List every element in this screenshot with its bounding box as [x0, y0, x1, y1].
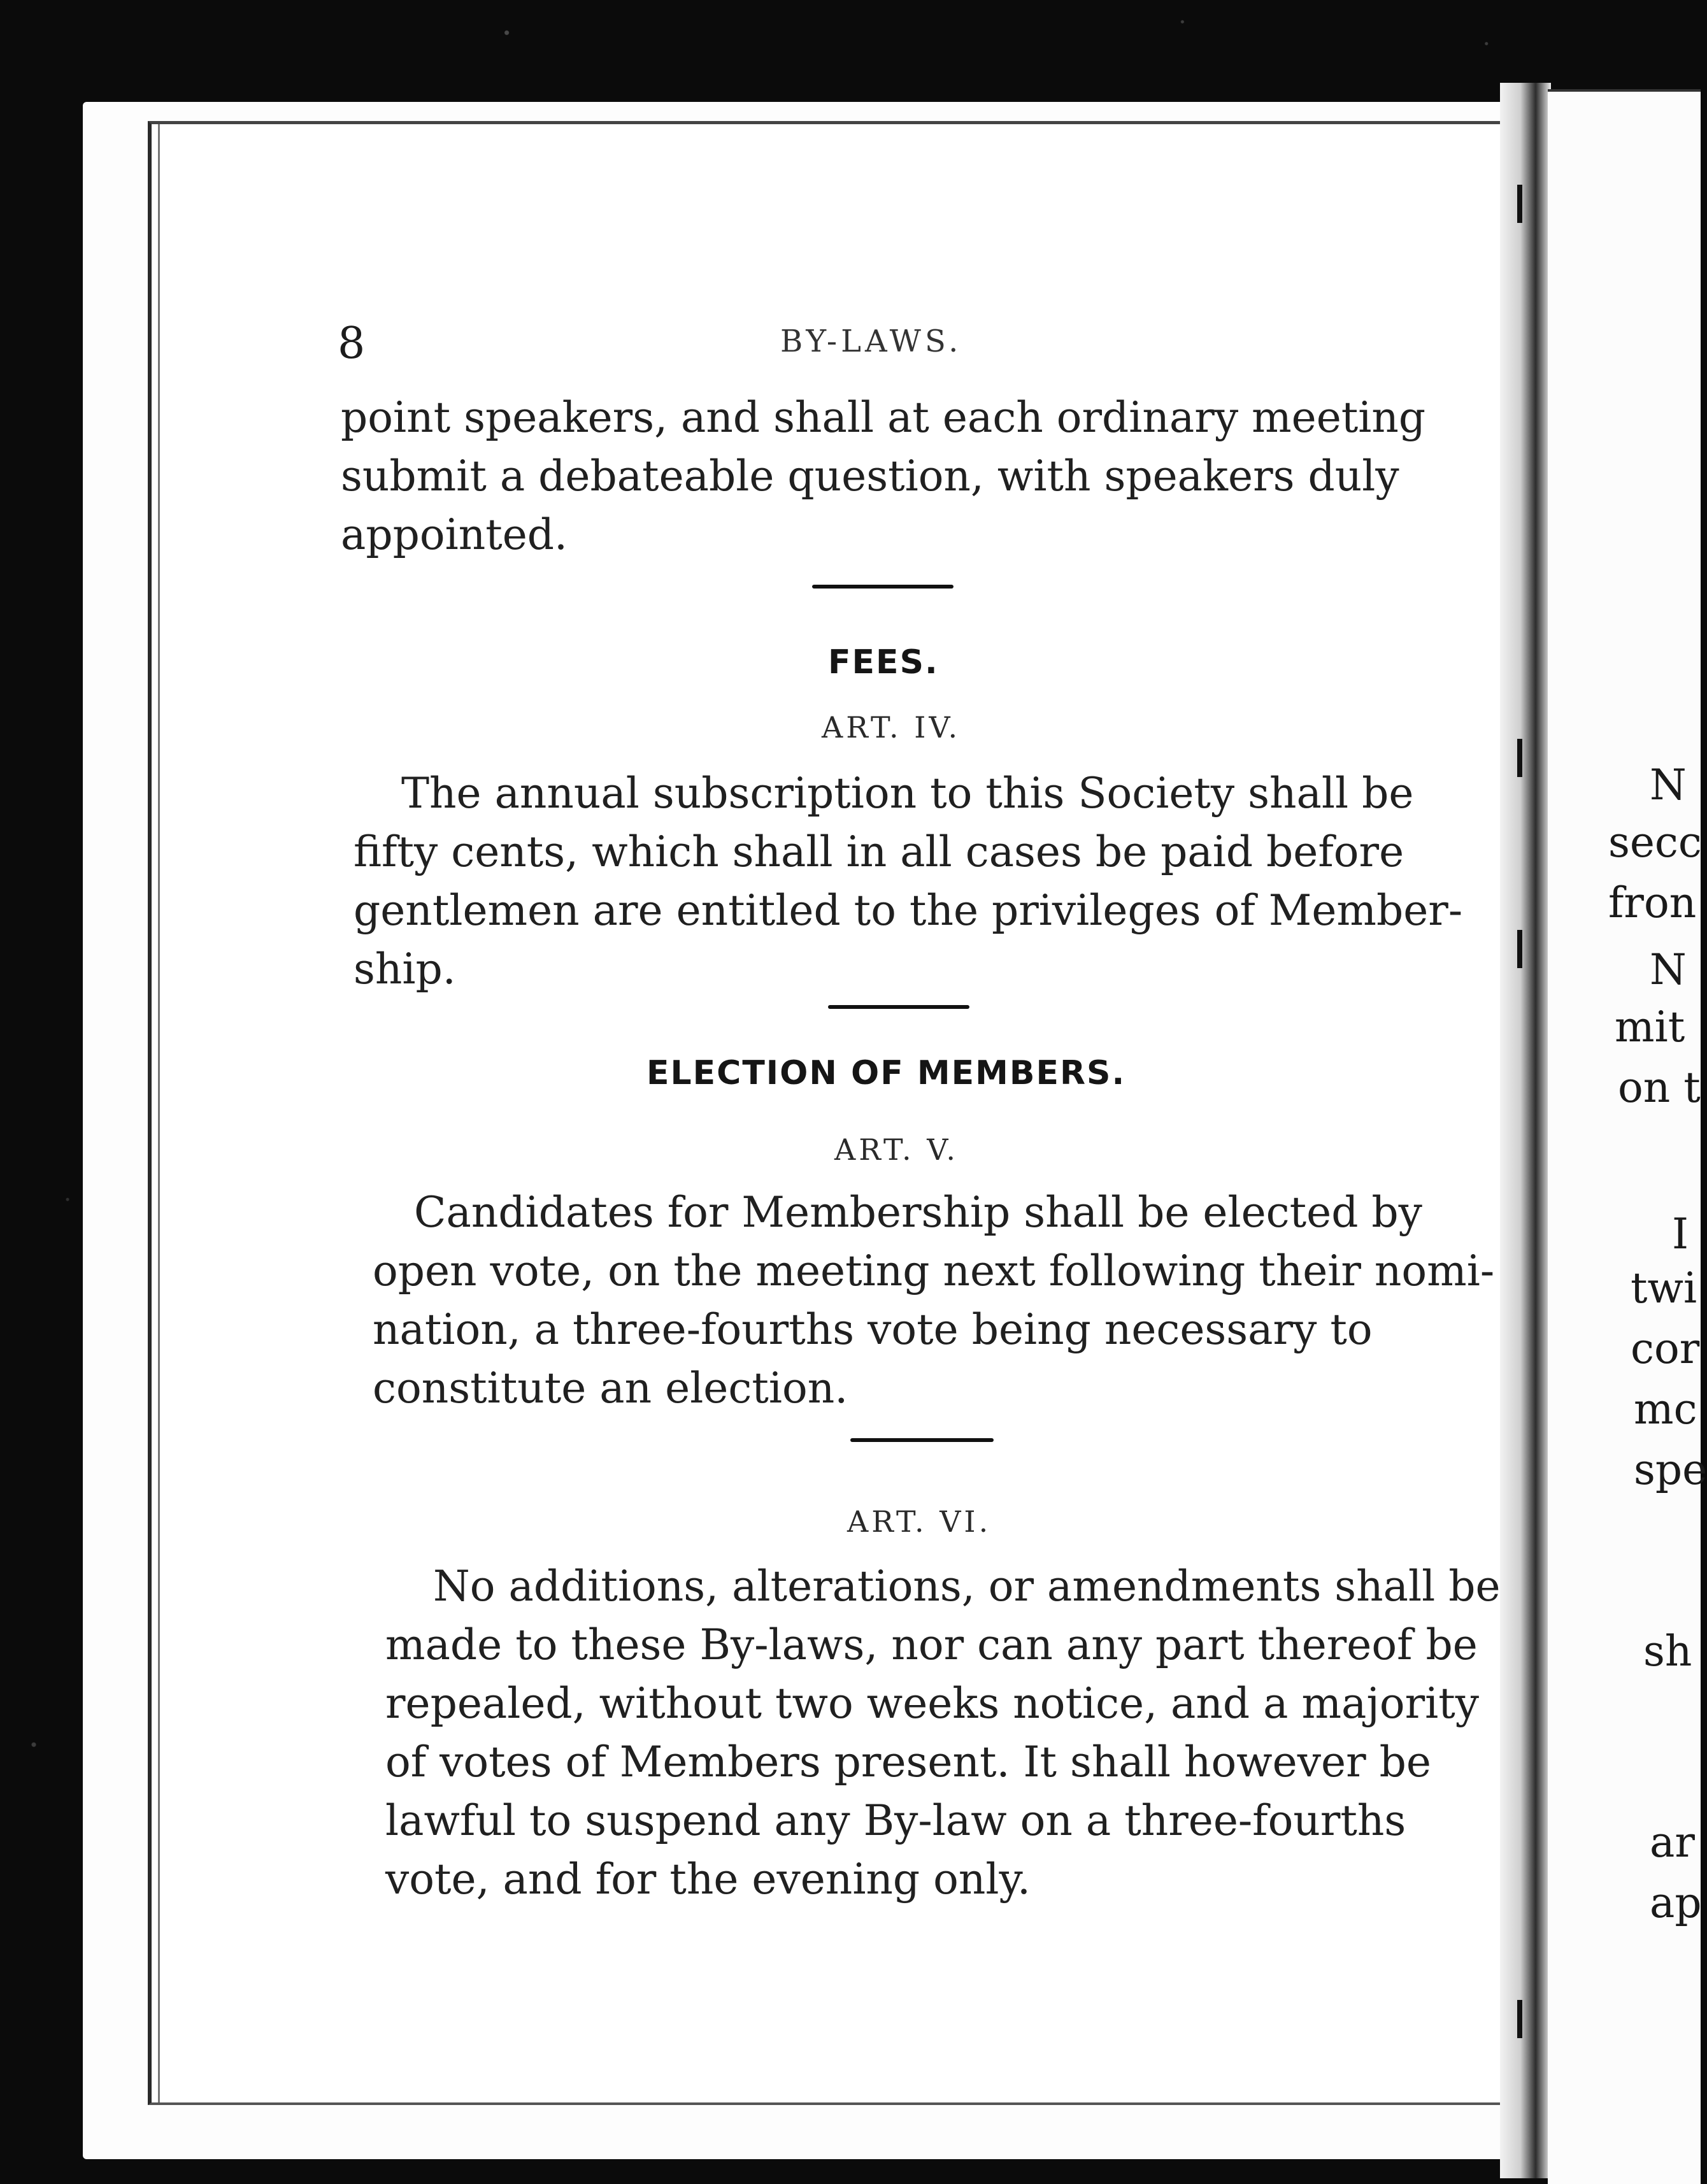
- binding-stitch: [1517, 739, 1522, 777]
- election-paragraph: [373, 1183, 1494, 1418]
- binding-stitch: [1517, 185, 1522, 223]
- paragraph-line: made to these By-laws, nor can any part thereof be: [385, 1620, 1478, 1669]
- section-divider: [850, 1438, 994, 1442]
- paragraph-line: submit a debateable question, with speakers duly: [341, 452, 1399, 501]
- section-heading-election: ELECTION OF MEMBERS.: [646, 1054, 1126, 1092]
- fees-paragraph: [354, 764, 1462, 999]
- right-page-fragment: ar: [1650, 1818, 1695, 1867]
- paragraph-line: No additions, alterations, or amendments shall be: [433, 1562, 1501, 1611]
- binding-stitch: [1517, 930, 1522, 968]
- right-page-fragment: ap: [1650, 1878, 1702, 1927]
- binding-stitch: [1517, 2000, 1522, 2038]
- right-page-fragment: mc: [1634, 1385, 1697, 1434]
- paragraph-line: of votes of Members present. It shall however be: [385, 1738, 1431, 1787]
- article-number: ART. VI.: [847, 1504, 992, 1539]
- running-head: BY-LAWS.: [780, 324, 962, 359]
- right-page-fragment: sh: [1643, 1627, 1692, 1676]
- article-number: ART. IV.: [822, 710, 961, 745]
- right-page-fragment: I: [1672, 1210, 1689, 1259]
- paragraph-line: lawful to suspend any By-law on a three-fourths: [385, 1796, 1406, 1845]
- article-number: ART. V.: [834, 1132, 959, 1167]
- right-page-fragment: N: [1650, 760, 1687, 810]
- right-page-fragment: fron: [1608, 878, 1697, 927]
- page-number: 8: [338, 318, 366, 369]
- paragraph-line: gentlemen are entitled to the privileges of Member-: [354, 886, 1463, 935]
- paragraph-line: vote, and for the evening only.: [385, 1855, 1031, 1904]
- amendments-paragraph: [385, 1557, 1501, 1909]
- paragraph-line: Candidates for Membership shall be elected by: [414, 1188, 1422, 1237]
- book-gutter: [1500, 83, 1551, 2178]
- right-page-fragment: cor: [1631, 1324, 1700, 1373]
- paragraph-line: open vote, on the meeting next following their nomi-: [373, 1246, 1495, 1295]
- right-page-fragment: spe: [1634, 1445, 1707, 1494]
- right-page-fragment: mit: [1615, 1003, 1685, 1052]
- section-heading-fees: FEES.: [828, 643, 939, 682]
- intro-paragraph: [341, 389, 1425, 564]
- paragraph-line: repealed, without two weeks notice, and a majority: [385, 1679, 1480, 1728]
- paragraph-line: appointed.: [341, 510, 568, 559]
- right-page-fragment: N: [1650, 945, 1687, 994]
- section-divider: [828, 1005, 969, 1009]
- paragraph-line: ship.: [354, 945, 456, 994]
- right-page-fragment: on t: [1618, 1063, 1701, 1112]
- paragraph-line: constitute an election.: [373, 1364, 848, 1413]
- right-page: [1548, 89, 1701, 2184]
- paragraph-line: fifty cents, which shall in all cases be paid before: [354, 827, 1404, 876]
- right-page-fragment: secc: [1608, 818, 1702, 867]
- paragraph-line: nation, a three-fourths vote being necessary to: [373, 1305, 1373, 1354]
- paragraph-line: point speakers, and shall at each ordinary meeting: [341, 393, 1426, 442]
- paragraph-line: The annual subscription to this Society shall be: [401, 769, 1414, 818]
- right-page-fragment: twi: [1631, 1264, 1697, 1313]
- section-divider: [812, 585, 953, 589]
